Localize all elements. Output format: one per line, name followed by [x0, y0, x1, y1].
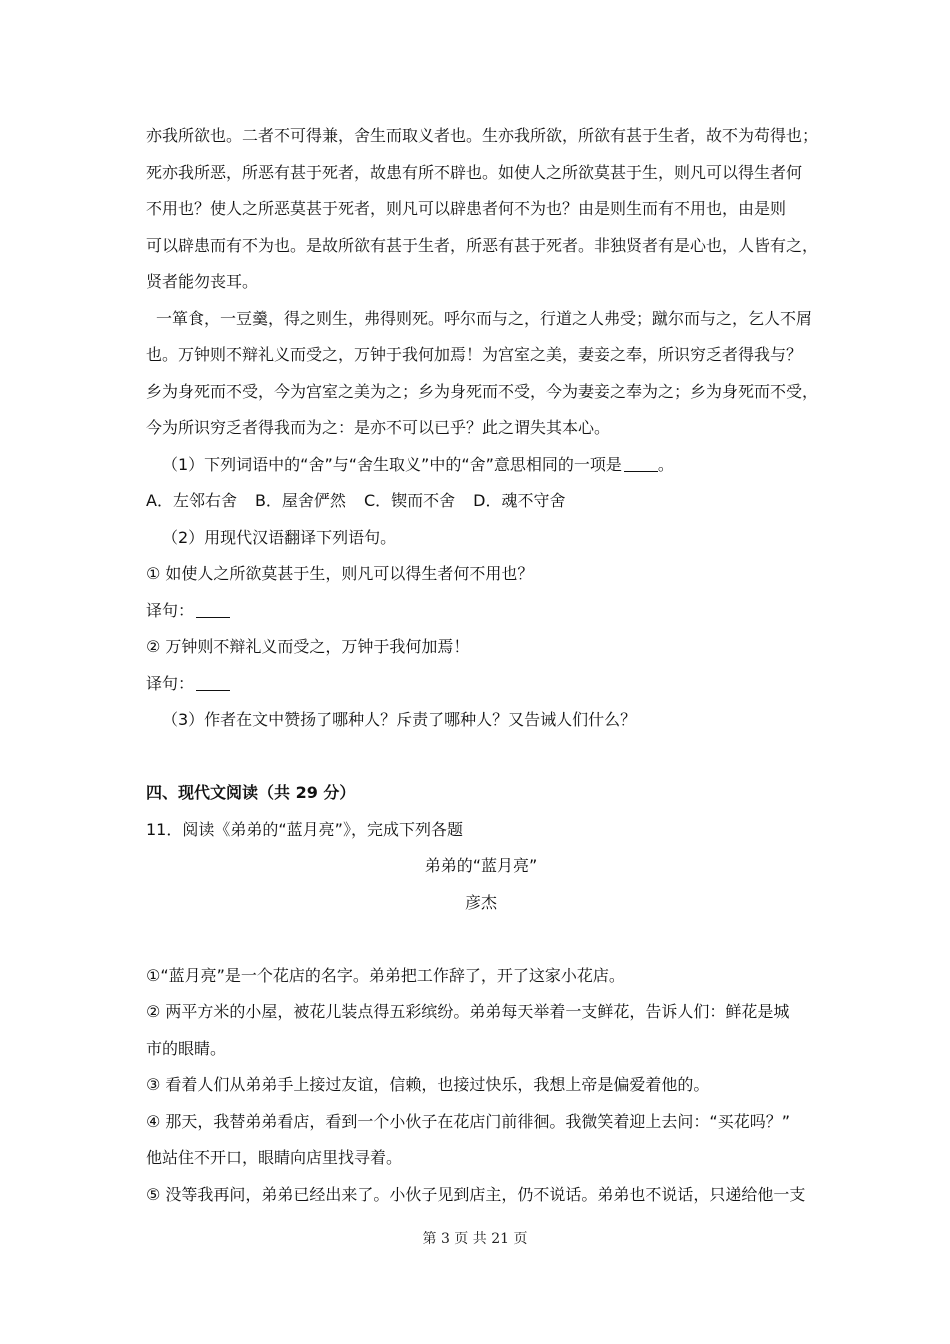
article-paragraph: ③ 看着人们从弟弟手上接过友谊，信赖，也接过快乐，我想上帝是偏爱着他的。	[146, 1075, 710, 1094]
options-row	[146, 483, 816, 520]
passage-line: 不用也？使人之所恶莫甚于死者，则凡可以辟患者何不为也？由是则生而有不用也，由是则	[146, 199, 787, 218]
translate-label: 译句：	[146, 600, 195, 620]
article-paragraph: ② 两平方米的小屋，被花儿装点得五彩缤纷。弟弟每天举着一支鲜花，告诉人们：鲜花是城	[146, 1002, 790, 1021]
passage-line: 乡为身死而不受，今为宫室之美为之；乡为身死而不受，今为妻妾之奉为之；乡为身死而不受，	[146, 381, 819, 401]
question-1-text: （1）下列词语中的“舍”与“舍生取义”中的“舍”意思相同的一项是	[162, 454, 622, 474]
option-a: A．左邻右舍	[146, 491, 237, 510]
article-paragraph: 市的眼睛。	[146, 1038, 227, 1058]
answer-blank[interactable]	[624, 470, 658, 472]
passage-line: 一箪食，一豆羹，得之则生，弗得则死。呼尔而与之，行道之人弗受；蹴尔而与之，乞人不屑	[156, 308, 813, 328]
passage-line: 死亦我所恶，所恶有甚于死者，故患有所不辟也。如使人之所欲莫甚于生，则凡可以得生者何	[146, 162, 803, 182]
question-1-end: 。	[657, 454, 674, 474]
option-b: B．屋舍俨然	[254, 491, 346, 510]
article-title: 弟弟的“蓝月亮”	[424, 856, 538, 875]
spacer	[146, 739, 816, 776]
spacer	[146, 921, 816, 958]
option-c: C．锲而不舍	[363, 491, 456, 510]
answer-blank[interactable]	[196, 616, 230, 618]
article-author: 彦杰	[464, 892, 497, 912]
question-2: （2）用现代汉语翻译下列语句。	[162, 527, 397, 547]
document-page	[146, 118, 819, 1213]
question-1	[146, 447, 816, 484]
question-3: （3）作者在文中赞扬了哪种人？斥责了哪种人？又告诫人们什么？	[162, 710, 637, 729]
passage-line: 今为所识穷乏者得我而为之：是亦不可以已乎？此之谓失其本心。	[146, 418, 611, 437]
question-11: 11．阅读《弟弟的“蓝月亮”》，完成下列各题	[146, 819, 463, 839]
article-paragraph: ④ 那天，我替弟弟看店，看到一个小伙子在花店门前徘徊。我微笑着迎上去问：“买花吗？”	[146, 1111, 791, 1131]
option-d: D．魂不守舍	[473, 491, 566, 510]
article-paragraph: ①“蓝月亮”是一个花店的名字。弟弟把工作辞了，开了这家小花店。	[146, 965, 625, 985]
section-heading: 四、现代文阅读（共 29 分）	[146, 783, 356, 802]
article-paragraph: ⑤ 没等我再问，弟弟已经出来了。小伙子见到店主，仍不说话。弟弟也不说话，只递给他一支	[146, 1184, 806, 1204]
passage-line: 亦我所欲也。二者不可得兼，舍生而取义者也。生亦我所欲，所欲有甚于生者，故不为苟得也；	[146, 126, 819, 145]
question-2-item-2: ② 万钟则不辩礼义而受之，万钟于我何加焉！	[146, 637, 470, 656]
passage-line: 也。万钟则不辩礼义而受之，万钟于我何加焉！为宫室之美，妻妾之奉，所识穷乏者得我与？	[146, 345, 803, 364]
question-2-item-1: ① 如使人之所欲莫甚于生，则凡可以得生者何不用也？	[146, 564, 534, 583]
translation-line	[146, 593, 816, 630]
page-footer: 第 3 页 共 21 页	[422, 1231, 528, 1247]
answer-blank[interactable]	[196, 689, 230, 691]
article-paragraph: 他站住不开口，眼睛向店里找寻着。	[146, 1148, 403, 1167]
translation-line	[146, 666, 816, 703]
translate-label: 译句：	[146, 673, 195, 693]
passage-line: 可以辟患而有不为也。是故所欲有甚于生者，所恶有甚于死者。非独贤者有是心也，人皆有之，	[146, 235, 819, 255]
passage-line: 贤者能勿丧耳。	[146, 272, 259, 291]
